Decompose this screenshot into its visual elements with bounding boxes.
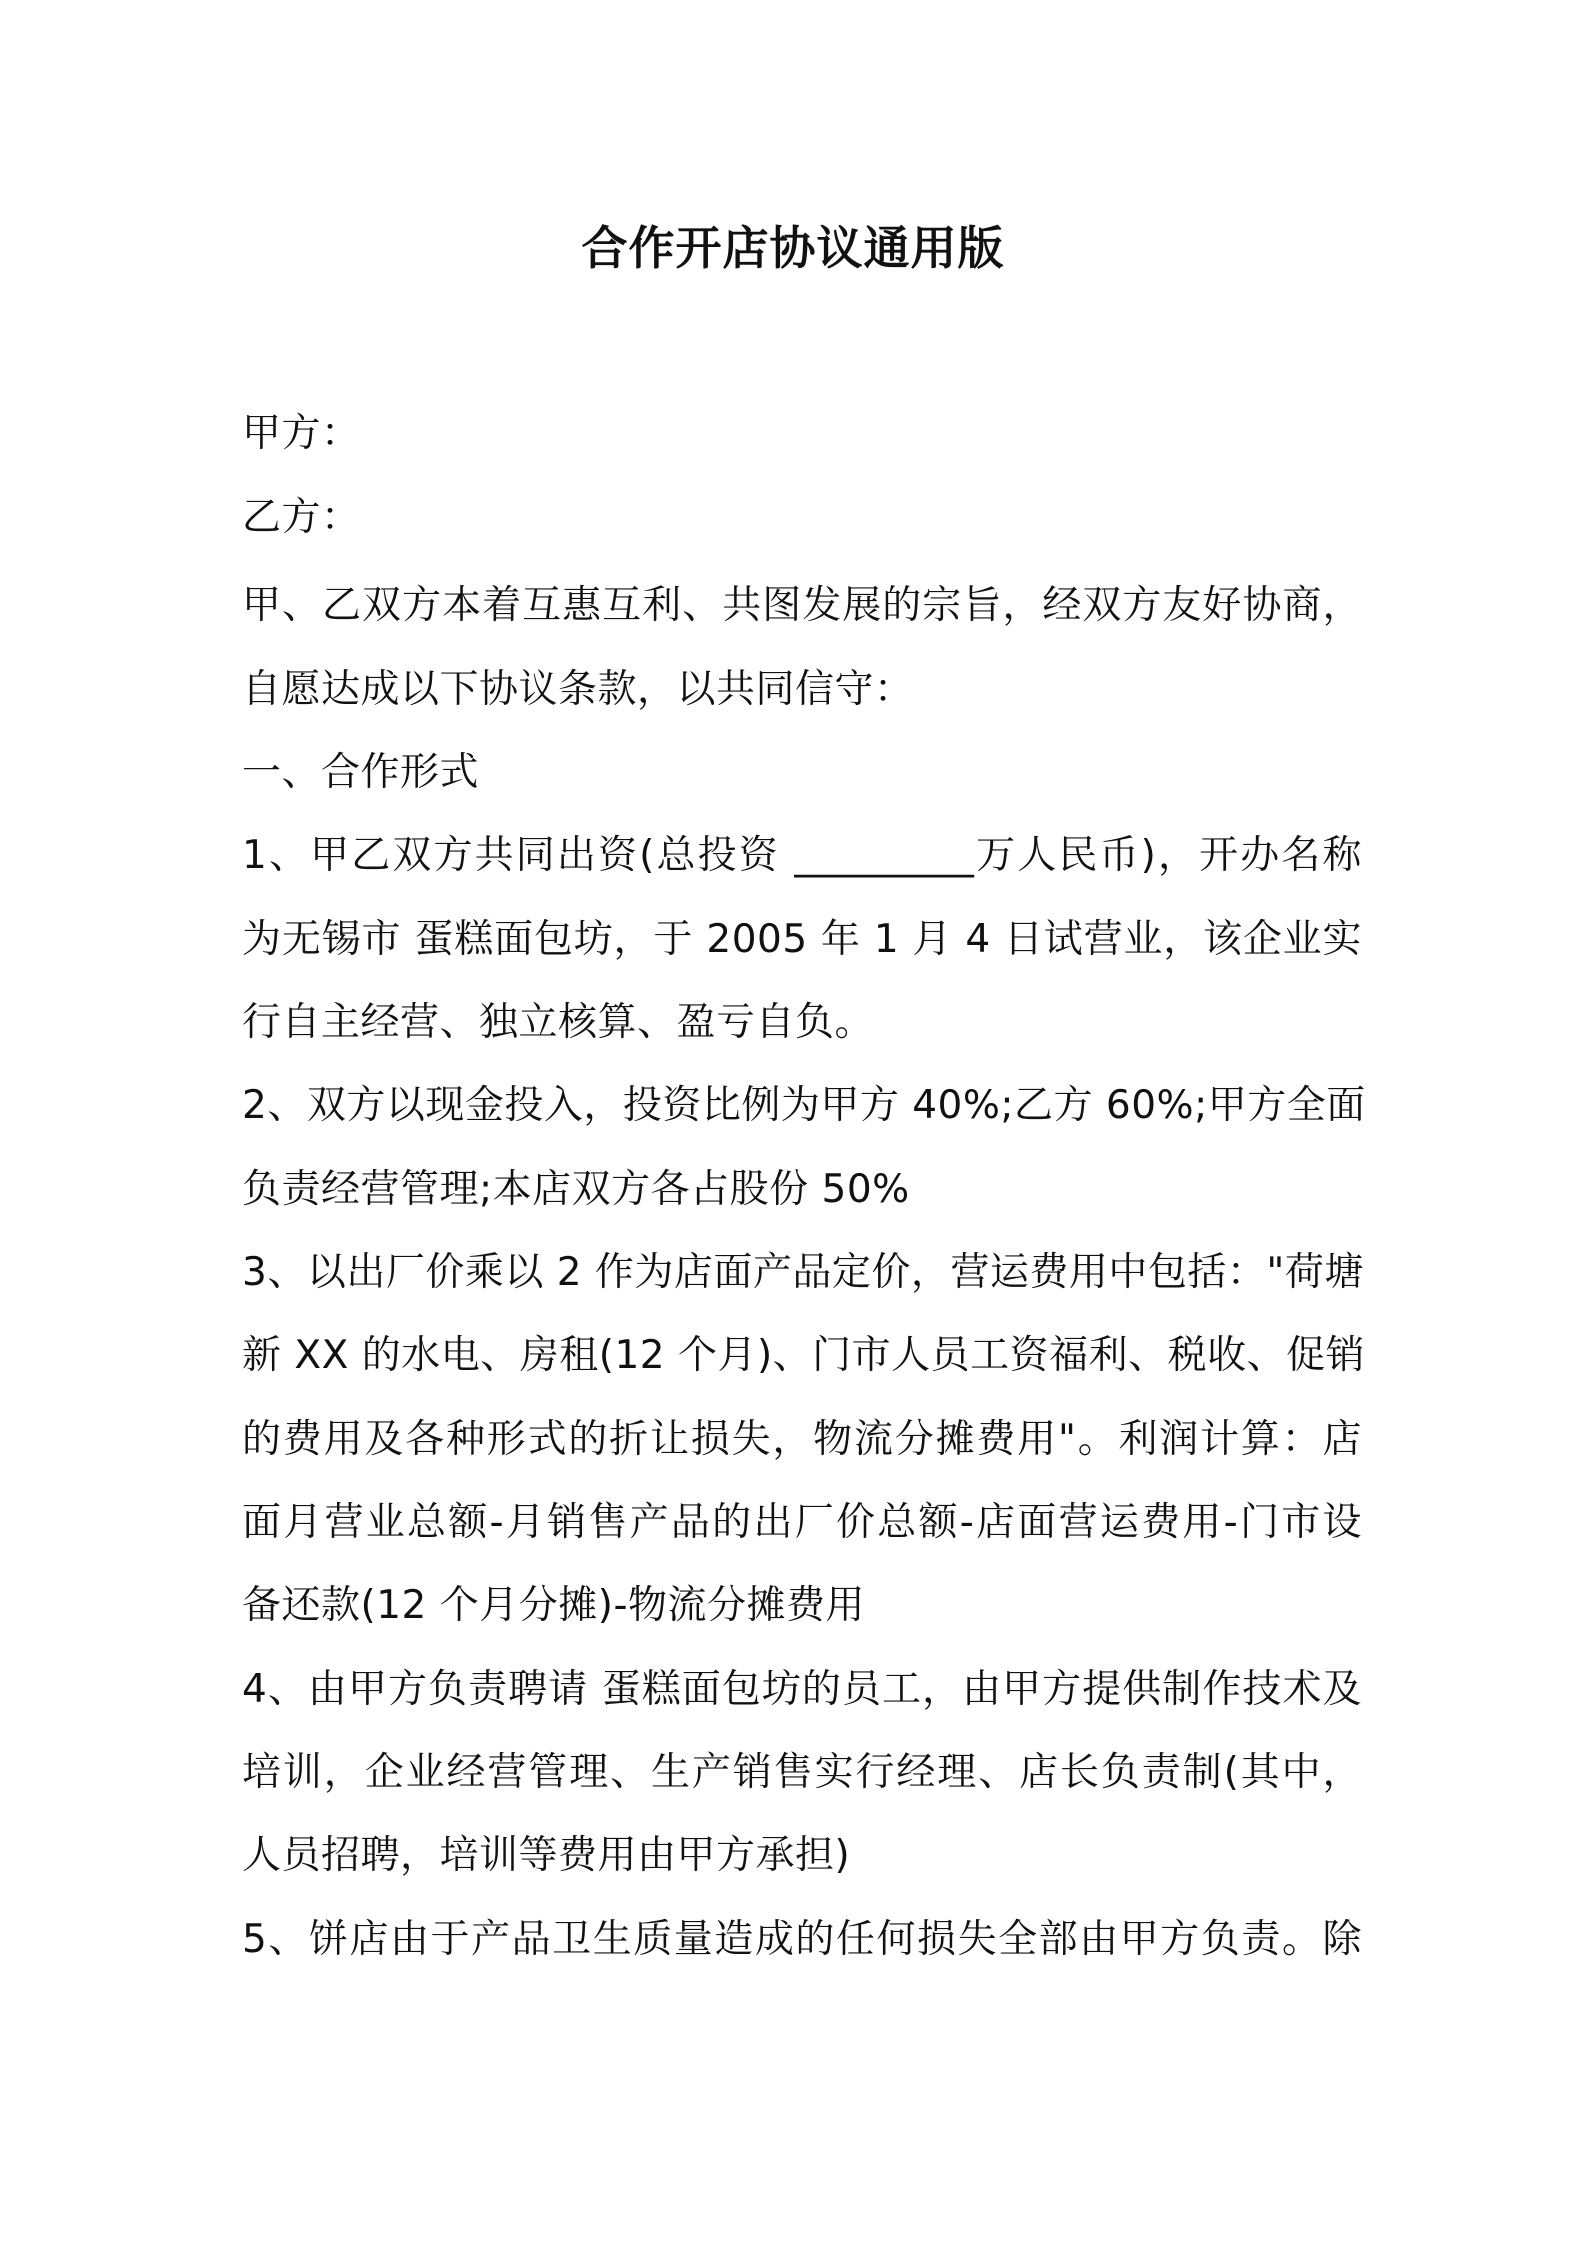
clause-4-line-3: 人员招聘，培训等费用由甲方承担) xyxy=(242,1833,851,1878)
party-b-line: 乙方： xyxy=(242,495,361,540)
clause-2-line-2: 负责经营管理;本店双方各占股份 50% xyxy=(242,1167,910,1212)
clause-1-line-1: 1、甲乙双方共同出资(总投资 _________万人民币)，开办名称 xyxy=(242,833,1362,878)
clause-3-line-2: 新 XX 的水电、房租(12 个月)、门市人员工资福利、税收、促销 xyxy=(242,1333,1366,1378)
party-a-line: 甲方： xyxy=(242,411,361,456)
clause-3-line-3: 的费用及各种形式的折让损失，物流分摊费用"。利润计算：店 xyxy=(242,1417,1362,1462)
clause-4-line-1: 4、由甲方负责聘请 蛋糕面包坊的员工，由甲方提供制作技术及 xyxy=(242,1667,1362,1712)
clause-3-line-5: 备还款(12 个月分摊)-物流分摊费用 xyxy=(242,1583,866,1628)
clause-4-line-2: 培训，企业经营管理、生产销售实行经理、店长负责制(其中， xyxy=(242,1750,1362,1795)
clause-5-line-1: 5、饼店由于产品卫生质量造成的任何损失全部由甲方负责。除 xyxy=(242,1917,1362,1962)
clause-2-line-1: 2、双方以现金投入，投资比例为甲方 40%;乙方 60%;甲方全面 xyxy=(242,1083,1366,1128)
clause-3-line-4: 面月营业总额-月销售产品的出厂价总额-店面营运费用-门市设 xyxy=(242,1500,1362,1545)
clause-3-line-1: 3、以出厂价乘以 2 作为店面产品定价，营运费用中包括："荷塘 xyxy=(242,1250,1364,1295)
clause-1-line-2: 为无锡市 蛋糕面包坊，于 2005 年 1 月 4 日试营业，该企业实 xyxy=(242,917,1362,962)
document-title: 合作开店协议通用版 xyxy=(581,221,1005,275)
preamble-line-2: 自愿达成以下协议条款，以共同信守： xyxy=(242,667,914,712)
section-heading-cooperation: 一、合作形式 xyxy=(242,750,480,795)
preamble-line-1: 甲、乙双方本着互惠互利、共图发展的宗旨，经双方友好协商， xyxy=(242,583,1362,628)
clause-1-line-3: 行自主经营、独立核算、盈亏自负。 xyxy=(242,1000,875,1045)
